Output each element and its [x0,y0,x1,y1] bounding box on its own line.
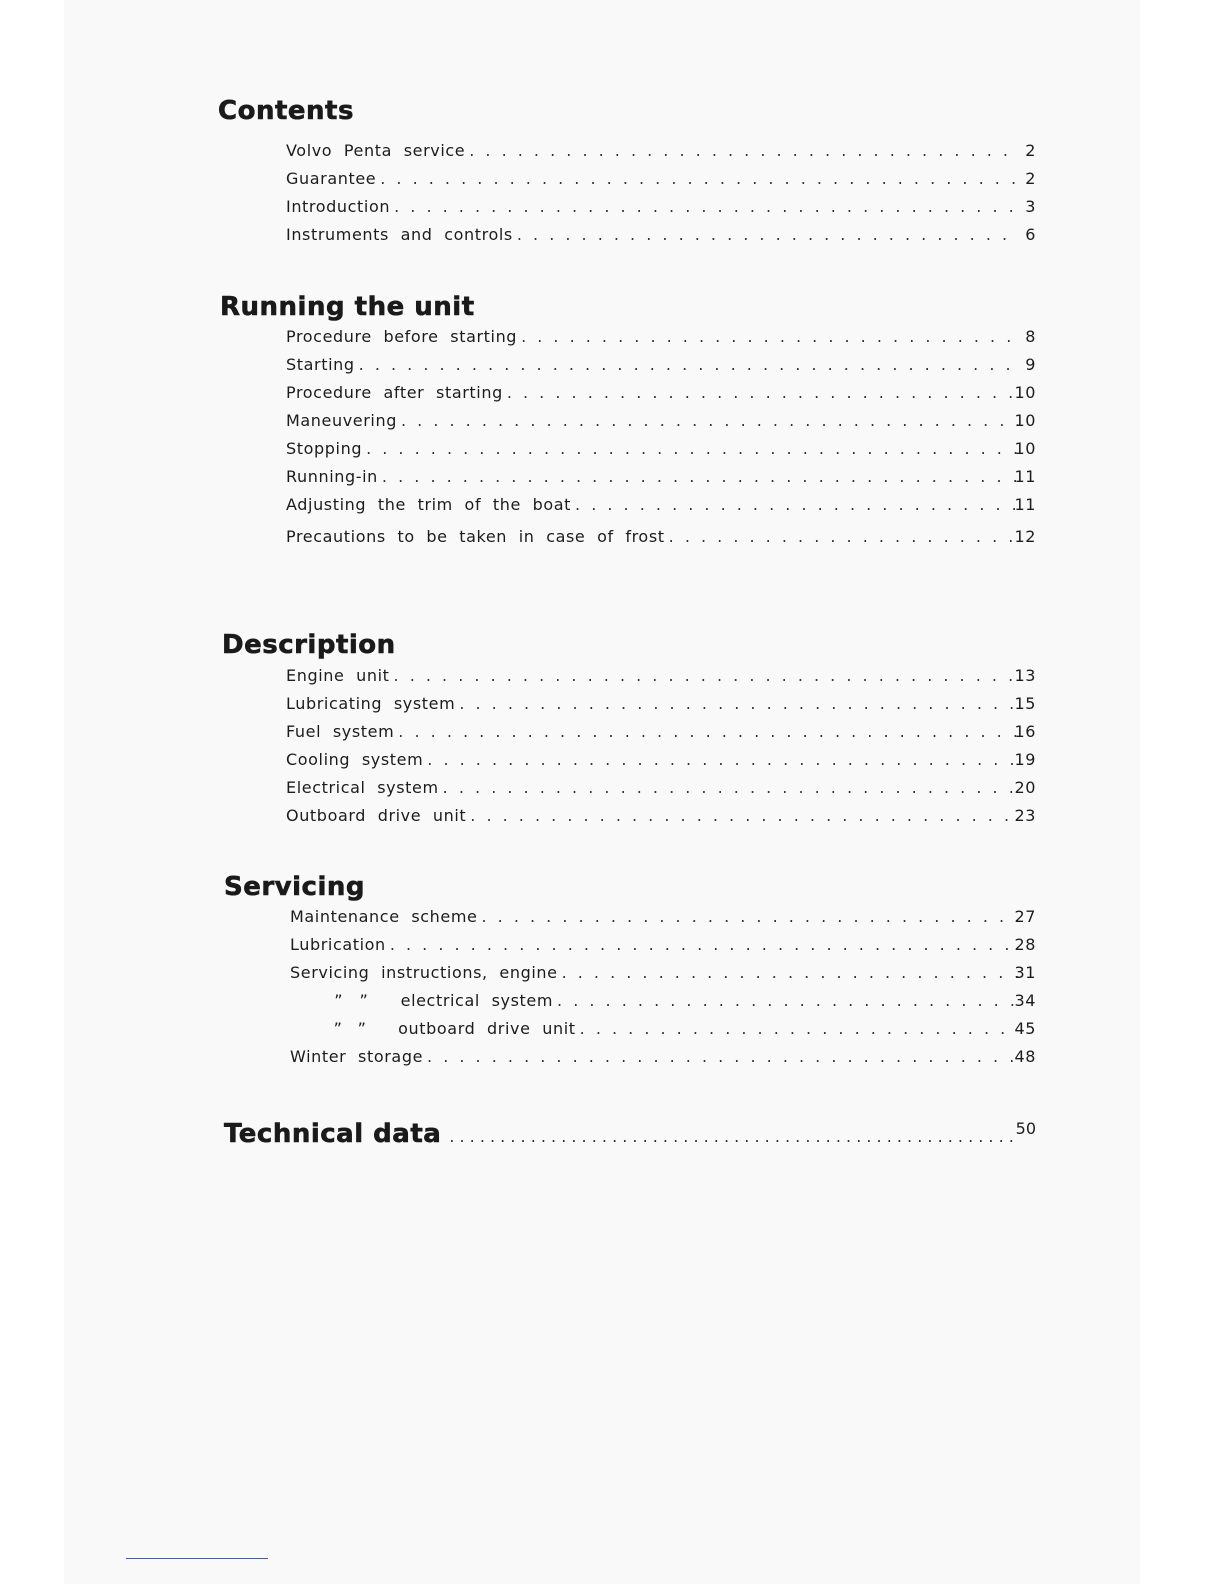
toc-entry-label: electrical system [400,991,554,1010]
toc-entry[interactable] [286,355,1036,383]
toc-page-number: 2 [1025,141,1036,160]
leader-dots [427,750,1018,769]
toc-entry[interactable] [286,141,1036,169]
toc-entry-label: Precautions to be taken in case of frost [286,527,665,546]
leader-dots [380,169,1018,188]
toc-entry-label: Procedure before starting [286,327,518,346]
toc-entry[interactable] [290,935,1036,963]
leader-dots [669,527,1018,546]
toc-entry-label: Cooling system [286,750,424,769]
toc-page-number: 8 [1025,327,1036,346]
section-heading-running: Running the unit [220,292,475,322]
leader-dots [580,1019,1018,1038]
toc-entry-label: Stopping [286,439,363,458]
toc-page-number: 11 [1014,495,1036,514]
toc-page-number: 12 [1014,527,1036,546]
toc-entry[interactable] [290,963,1036,991]
toc-entry-label: Servicing instructions, engine [290,963,558,982]
scan-mark-line [126,1558,268,1559]
toc-entry-label: Volvo Penta service [286,141,466,160]
leader-dots [517,225,1018,244]
toc-page-number: 20 [1014,778,1036,797]
toc-entry-label: Instruments and controls [286,225,513,244]
toc-entry[interactable] [286,778,1036,806]
toc-page-number: 34 [1014,991,1036,1010]
toc-entry[interactable] [290,991,1036,1019]
toc-page-number: 10 [1014,439,1036,458]
leader-dots [401,411,1018,430]
toc-entry-label: Electrical system [286,778,439,797]
toc-entry[interactable] [286,383,1036,411]
toc-page-number: 48 [1014,1047,1036,1066]
ditto-mark: ” [357,1019,367,1038]
leader-dots [481,907,1018,926]
toc-entry[interactable] [286,411,1036,439]
toc-entry-label: Maneuvering [286,411,397,430]
toc-page-number: 11 [1014,467,1036,486]
section-heading-technical: Technical data [224,1119,442,1149]
toc-page-number: 10 [1014,411,1036,430]
leader-dots [557,991,1018,1010]
page [64,0,1140,1584]
toc-entry[interactable] [286,495,1036,523]
toc-entry-label: Lubrication [290,935,386,954]
leader-dots [470,806,1018,825]
toc-entry-label: Engine unit [286,666,390,685]
toc-page-number: 16 [1014,722,1036,741]
toc-entry-label: Lubricating system [286,694,456,713]
toc-entry-label: Starting [286,355,355,374]
toc-entry-label: Maintenance scheme [290,907,478,926]
toc-entry-label: Adjusting the trim of the boat [286,495,572,514]
section-heading-contents: Contents [218,96,354,126]
toc-entry-label: Guarantee [286,169,377,188]
toc-entry[interactable] [286,197,1036,225]
toc-entry[interactable] [286,169,1036,197]
toc-entry[interactable] [286,722,1036,750]
toc-page-number: 27 [1014,907,1036,926]
toc-entry-label: Procedure after starting [286,383,503,402]
toc-page-number: 15 [1014,694,1036,713]
toc-entry[interactable] [286,694,1036,722]
leader-dots [521,327,1018,346]
toc-entry-technical-data[interactable] [224,1119,1036,1149]
toc-entry[interactable] [286,666,1036,694]
toc-entry[interactable] [286,225,1036,253]
leader-dots [469,141,1018,160]
toc-entry[interactable] [290,1019,1036,1047]
leader-dots [443,778,1018,797]
toc-list-running [286,327,1036,555]
toc-entry-label: Fuel system [286,722,395,741]
toc-entry[interactable] [286,327,1036,355]
leader-dots [390,935,1018,954]
leader-dots [359,355,1018,374]
toc-entry-label: Running-in [286,467,378,486]
leader-dots [459,694,1018,713]
toc-page-number: 28 [1014,935,1036,954]
leader-dots [394,197,1018,216]
toc-page-number: 10 [1014,383,1036,402]
toc-page-number: 13 [1014,666,1036,685]
leader-dots [394,666,1018,685]
toc-page-number: 31 [1014,963,1036,982]
toc-list-description [286,666,1036,834]
leader-dots [449,1127,1018,1146]
toc-entry[interactable] [286,750,1036,778]
toc-entry-label: outboard drive unit [398,1019,576,1038]
ditto-mark: ” [333,1019,343,1038]
toc-page-number: 45 [1014,1019,1036,1038]
leader-dots [562,963,1018,982]
toc-entry[interactable] [286,527,1036,555]
leader-dots [575,495,1018,514]
leader-dots [366,439,1018,458]
toc-page-number: 6 [1025,225,1036,244]
toc-entry[interactable] [290,907,1036,935]
section-heading-description: Description [222,630,396,660]
leader-dots [382,467,1018,486]
toc-entry[interactable] [286,439,1036,467]
toc-entry-label: Winter storage [290,1047,424,1066]
leader-dots [398,722,1018,741]
ditto-mark: ” [334,991,344,1010]
toc-entry[interactable] [286,806,1036,834]
section-heading-servicing: Servicing [224,872,365,902]
toc-list-contents [286,141,1036,253]
toc-page-number: 3 [1025,197,1036,216]
toc-page-number: 9 [1025,355,1036,374]
toc-entry-label: Introduction [286,197,391,216]
toc-entry-label: Outboard drive unit [286,806,467,825]
toc-page-number: 50 [1015,1119,1036,1138]
ditto-mark: ” [359,991,369,1010]
toc-page-number: 23 [1014,806,1036,825]
toc-entry[interactable] [290,1047,1036,1075]
leader-dots [507,383,1018,402]
toc-list-servicing [290,907,1036,1075]
toc-page-number: 2 [1025,169,1036,188]
toc-page-number: 19 [1014,750,1036,769]
toc-entry[interactable] [286,467,1036,495]
leader-dots [427,1047,1018,1066]
